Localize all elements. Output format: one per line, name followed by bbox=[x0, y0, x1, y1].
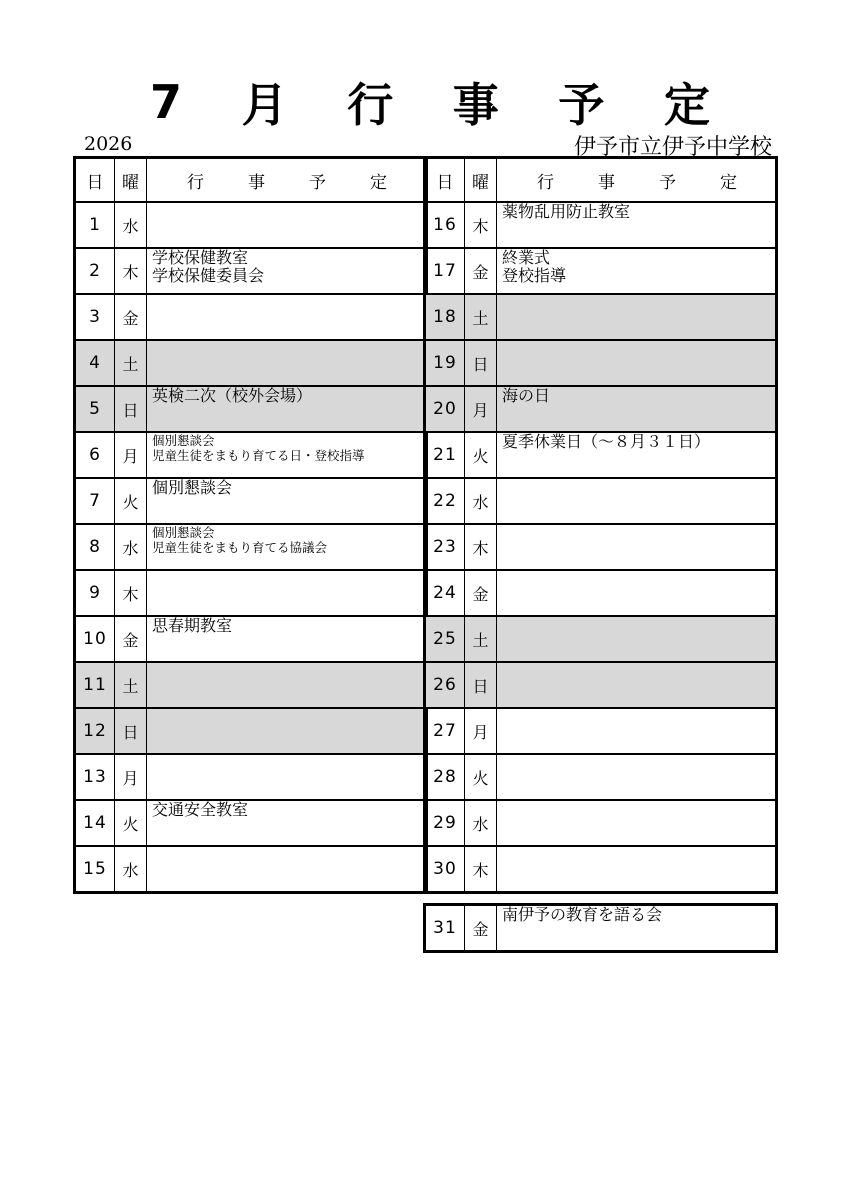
title-char: 事 bbox=[452, 78, 499, 132]
header-event bbox=[497, 158, 777, 203]
event-cell bbox=[497, 708, 777, 754]
weekday-cell: 火 bbox=[465, 432, 497, 478]
event-cell bbox=[147, 524, 427, 570]
weekday-cell: 水 bbox=[115, 524, 147, 570]
table-row bbox=[425, 905, 777, 952]
event-cell bbox=[147, 754, 427, 800]
day-number: 2 bbox=[75, 248, 115, 294]
weekday-cell: 月 bbox=[465, 386, 497, 432]
event-cell bbox=[147, 202, 427, 248]
weekday-cell: 火 bbox=[115, 800, 147, 846]
header-event-char: 行 bbox=[537, 172, 554, 193]
event-cell bbox=[147, 386, 427, 432]
table-row bbox=[425, 340, 777, 386]
day-number: 14 bbox=[75, 800, 115, 846]
event-line: 児童生徒をまもり育てる日・登校指導 bbox=[152, 448, 365, 463]
table-row bbox=[75, 524, 427, 570]
event-cell bbox=[147, 294, 427, 340]
day-number: 25 bbox=[425, 616, 465, 662]
day-number: 18 bbox=[425, 294, 465, 340]
weekday-cell: 火 bbox=[465, 754, 497, 800]
event-cell bbox=[147, 570, 427, 616]
table-row bbox=[75, 662, 427, 708]
table-row bbox=[425, 202, 777, 248]
weekday-cell: 金 bbox=[465, 570, 497, 616]
day-number: 31 bbox=[425, 905, 465, 952]
schedule-table-right bbox=[423, 156, 778, 894]
weekday-cell: 水 bbox=[465, 478, 497, 524]
table-row bbox=[75, 294, 427, 340]
header-event-char: 予 bbox=[309, 172, 326, 193]
table-row bbox=[425, 524, 777, 570]
table-row bbox=[75, 386, 427, 432]
weekday-cell: 日 bbox=[115, 386, 147, 432]
day-number: 12 bbox=[75, 708, 115, 754]
day-number: 22 bbox=[425, 478, 465, 524]
weekday-cell: 水 bbox=[115, 202, 147, 248]
weekday-cell: 水 bbox=[115, 846, 147, 893]
event-cell bbox=[497, 616, 777, 662]
day-number: 7 bbox=[75, 478, 115, 524]
weekday-cell: 金 bbox=[465, 905, 497, 952]
weekday-cell: 土 bbox=[115, 340, 147, 386]
event-cell bbox=[147, 846, 427, 893]
day-number: 30 bbox=[425, 846, 465, 893]
table-row bbox=[425, 294, 777, 340]
table-row bbox=[425, 478, 777, 524]
weekday-cell: 月 bbox=[465, 708, 497, 754]
day-number: 17 bbox=[425, 248, 465, 294]
day-number: 23 bbox=[425, 524, 465, 570]
event-cell bbox=[497, 386, 777, 432]
weekday-cell: 木 bbox=[465, 524, 497, 570]
table-row bbox=[425, 800, 777, 846]
weekday-cell: 木 bbox=[115, 570, 147, 616]
table-row bbox=[75, 616, 427, 662]
weekday-cell: 金 bbox=[115, 294, 147, 340]
year-label: 2026 bbox=[84, 133, 133, 155]
event-cell bbox=[497, 202, 777, 248]
day-number: 21 bbox=[425, 432, 465, 478]
table-row bbox=[75, 708, 427, 754]
table-row bbox=[425, 248, 777, 294]
table-row bbox=[425, 616, 777, 662]
weekday-cell: 日 bbox=[465, 340, 497, 386]
event-cell bbox=[497, 846, 777, 893]
event-cell bbox=[497, 754, 777, 800]
event-cell bbox=[147, 662, 427, 708]
event-cell bbox=[497, 340, 777, 386]
day-number: 8 bbox=[75, 524, 115, 570]
event-cell bbox=[147, 708, 427, 754]
day-number: 5 bbox=[75, 386, 115, 432]
table-row bbox=[425, 662, 777, 708]
event-cell bbox=[497, 248, 777, 294]
table-header-row bbox=[75, 158, 427, 203]
weekday-cell: 火 bbox=[115, 478, 147, 524]
table-row bbox=[75, 478, 427, 524]
weekday-cell: 木 bbox=[465, 202, 497, 248]
title-char: 予 bbox=[558, 78, 605, 132]
weekday-cell: 土 bbox=[465, 294, 497, 340]
title-char: 行 bbox=[347, 78, 394, 132]
day-number: 16 bbox=[425, 202, 465, 248]
event-cell bbox=[147, 800, 427, 846]
table-row bbox=[75, 248, 427, 294]
event-line: 個別懇談会 bbox=[152, 525, 215, 540]
weekday-cell: 土 bbox=[115, 662, 147, 708]
day-number: 15 bbox=[75, 846, 115, 893]
day-number: 13 bbox=[75, 754, 115, 800]
table-row bbox=[75, 846, 427, 893]
event-line: 終業式 bbox=[502, 248, 551, 267]
event-cell bbox=[497, 905, 777, 952]
event-line: 登校指導 bbox=[502, 266, 567, 285]
table-row bbox=[75, 202, 427, 248]
table-row bbox=[425, 432, 777, 478]
weekday-cell: 月 bbox=[115, 754, 147, 800]
header-event-char: 定 bbox=[720, 172, 737, 193]
weekday-cell: 金 bbox=[115, 616, 147, 662]
event-line: 個別懇談会 bbox=[152, 433, 215, 448]
header-weekday: 曜 bbox=[115, 158, 147, 203]
event-cell bbox=[497, 570, 777, 616]
day-number: 3 bbox=[75, 294, 115, 340]
weekday-cell: 木 bbox=[115, 248, 147, 294]
header-event bbox=[147, 158, 427, 203]
day-number: 26 bbox=[425, 662, 465, 708]
title-char: 定 bbox=[663, 78, 710, 132]
table-row bbox=[425, 570, 777, 616]
title-char: 月 bbox=[241, 78, 288, 132]
weekday-cell: 日 bbox=[465, 662, 497, 708]
event-line: 学校保健教室 bbox=[152, 248, 249, 267]
event-cell bbox=[497, 800, 777, 846]
schedule-table-left bbox=[73, 156, 428, 894]
weekday-cell: 金 bbox=[465, 248, 497, 294]
day-number: 20 bbox=[425, 386, 465, 432]
header-event-char: 事 bbox=[248, 172, 265, 193]
header-weekday: 曜 bbox=[465, 158, 497, 203]
event-cell bbox=[147, 432, 427, 478]
weekday-cell: 日 bbox=[115, 708, 147, 754]
weekday-cell: 水 bbox=[465, 800, 497, 846]
event-line: 夏季休業日（～８月３１日） bbox=[502, 432, 711, 451]
event-line: 学校保健委員会 bbox=[152, 266, 265, 285]
weekday-cell: 月 bbox=[115, 432, 147, 478]
event-line: 南伊予の教育を語る会 bbox=[502, 905, 663, 924]
header-event-char: 定 bbox=[370, 172, 387, 193]
table-row bbox=[425, 846, 777, 893]
table-row bbox=[75, 432, 427, 478]
table-row bbox=[75, 800, 427, 846]
day-number: 28 bbox=[425, 754, 465, 800]
header-event-char: 事 bbox=[598, 172, 615, 193]
page-title bbox=[150, 72, 710, 132]
event-line: 海の日 bbox=[502, 386, 551, 405]
title-char: 7 bbox=[150, 75, 183, 129]
day-number: 19 bbox=[425, 340, 465, 386]
header-day: 日 bbox=[425, 158, 465, 203]
event-cell bbox=[497, 432, 777, 478]
header-day: 日 bbox=[75, 158, 115, 203]
header-event-char: 予 bbox=[659, 172, 676, 193]
table-row bbox=[425, 708, 777, 754]
event-cell bbox=[147, 616, 427, 662]
event-line: 児童生徒をまもり育てる協議会 bbox=[152, 540, 328, 555]
table-row bbox=[75, 754, 427, 800]
event-line: 思春期教室 bbox=[152, 616, 233, 635]
event-line: 英検二次（校外会場） bbox=[152, 386, 313, 405]
day-number: 10 bbox=[75, 616, 115, 662]
day-number: 24 bbox=[425, 570, 465, 616]
day-number: 4 bbox=[75, 340, 115, 386]
day-number: 27 bbox=[425, 708, 465, 754]
event-cell bbox=[147, 248, 427, 294]
day-number: 9 bbox=[75, 570, 115, 616]
school-name: 伊予市立伊予中学校 bbox=[573, 135, 772, 160]
event-line: 薬物乱用防止教室 bbox=[502, 202, 631, 221]
day-number: 11 bbox=[75, 662, 115, 708]
event-cell bbox=[147, 340, 427, 386]
event-line: 交通安全教室 bbox=[152, 800, 249, 819]
table-header-row bbox=[425, 158, 777, 203]
event-line: 個別懇談会 bbox=[152, 478, 233, 497]
day-number: 1 bbox=[75, 202, 115, 248]
event-cell bbox=[147, 478, 427, 524]
schedule-table-extra bbox=[423, 903, 778, 953]
weekday-cell: 土 bbox=[465, 616, 497, 662]
header-event-char: 行 bbox=[187, 172, 204, 193]
day-number: 29 bbox=[425, 800, 465, 846]
table-row bbox=[75, 340, 427, 386]
event-cell bbox=[497, 294, 777, 340]
event-cell bbox=[497, 478, 777, 524]
event-cell bbox=[497, 662, 777, 708]
day-number: 6 bbox=[75, 432, 115, 478]
table-row bbox=[75, 570, 427, 616]
weekday-cell: 木 bbox=[465, 846, 497, 893]
table-row bbox=[425, 754, 777, 800]
table-row bbox=[425, 386, 777, 432]
event-cell bbox=[497, 524, 777, 570]
